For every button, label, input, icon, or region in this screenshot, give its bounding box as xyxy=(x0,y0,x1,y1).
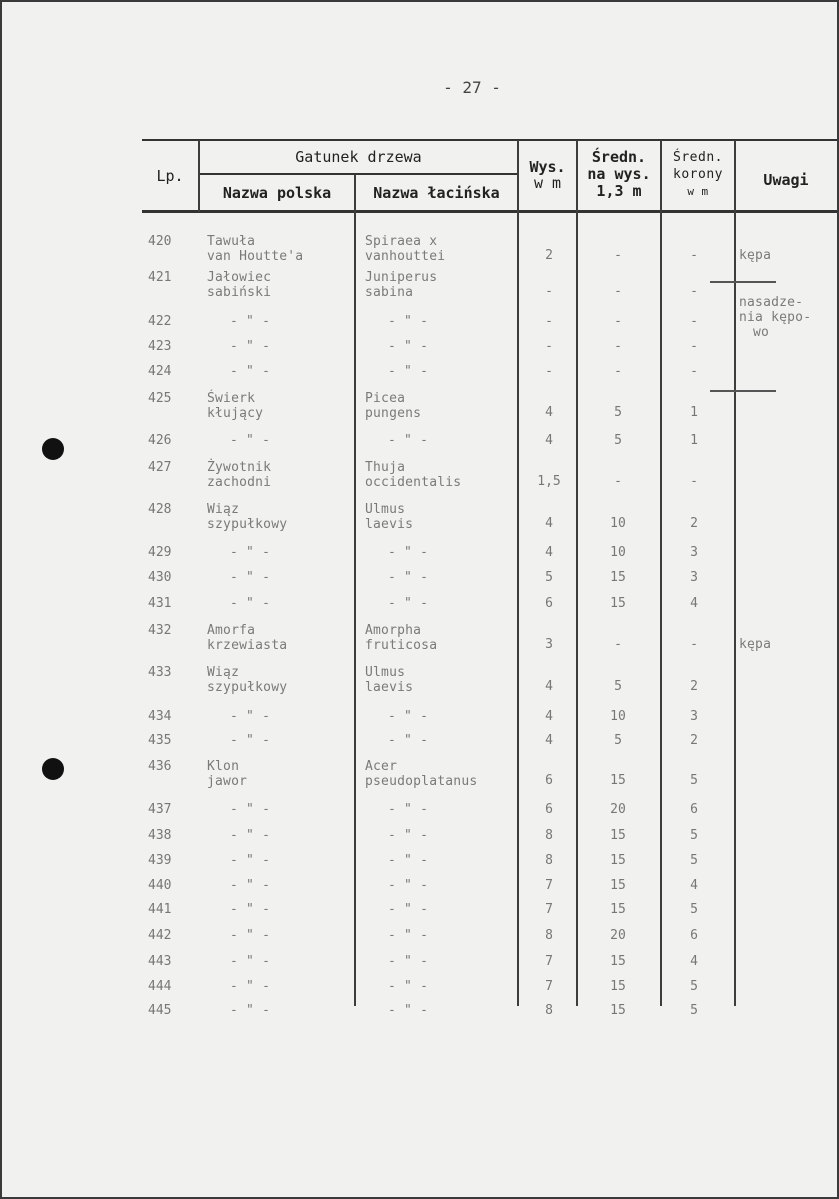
cell-nazwa-lacinska: Ulmus xyxy=(365,502,406,517)
header-nazwa-lacinska: Nazwa łacińska xyxy=(373,184,500,202)
cell-nazwa-lacinska: - " - xyxy=(388,314,429,329)
row-lp: 423 xyxy=(148,339,172,354)
column-divider xyxy=(734,140,736,1006)
cell-srednica: 20 xyxy=(610,802,626,817)
cell-srednica: 5 xyxy=(614,405,622,420)
punch-hole xyxy=(42,758,64,780)
cell-korona: 3 xyxy=(690,545,698,560)
cell-korona: - xyxy=(690,248,698,263)
table-sub-rule xyxy=(198,173,519,175)
cell-nazwa-lacinska: laevis xyxy=(365,680,414,695)
row-lp: 445 xyxy=(148,1003,172,1018)
column-divider xyxy=(576,140,578,1006)
cell-nazwa-polska: szypułkowy xyxy=(207,517,288,532)
row-lp: 438 xyxy=(148,828,172,843)
cell-nazwa-lacinska: pseudoplatanus xyxy=(365,774,478,789)
cell-korona: - xyxy=(690,637,698,652)
cell-srednica: 5 xyxy=(614,733,622,748)
cell-wysokosc: 6 xyxy=(545,773,553,788)
cell-nazwa-polska: - " - xyxy=(230,364,271,379)
cell-wysokosc: 8 xyxy=(545,928,553,943)
cell-nazwa-polska: - " - xyxy=(230,570,271,585)
cell-uwagi: kępa xyxy=(739,637,772,652)
row-lp: 441 xyxy=(148,902,172,917)
column-divider xyxy=(660,140,662,1006)
cell-wysokosc: 4 xyxy=(545,545,553,560)
cell-srednica: - xyxy=(614,314,622,329)
row-lp: 422 xyxy=(148,314,172,329)
cell-nazwa-lacinska: - " - xyxy=(388,954,429,969)
header-korony-unit: w m xyxy=(687,185,709,198)
cell-wysokosc: 7 xyxy=(545,954,553,969)
cell-wysokosc: 4 xyxy=(545,405,553,420)
row-lp: 442 xyxy=(148,928,172,943)
cell-srednica: 15 xyxy=(610,878,626,893)
row-lp: 443 xyxy=(148,954,172,969)
cell-korona: 4 xyxy=(690,878,698,893)
cell-srednica: - xyxy=(614,339,622,354)
cell-wysokosc: 6 xyxy=(545,802,553,817)
cell-nazwa-polska: Wiąz xyxy=(207,665,240,680)
row-lp: 435 xyxy=(148,733,172,748)
cell-nazwa-lacinska: Thuja xyxy=(365,460,406,475)
cell-korona: 6 xyxy=(690,928,698,943)
row-lp: 436 xyxy=(148,759,172,774)
row-lp: 444 xyxy=(148,979,172,994)
cell-nazwa-lacinska: - " - xyxy=(388,902,429,917)
document-page xyxy=(2,2,837,1197)
column-divider xyxy=(517,140,519,1006)
cell-nazwa-lacinska: - " - xyxy=(388,364,429,379)
cell-nazwa-lacinska: - " - xyxy=(388,1003,429,1018)
cell-korona: - xyxy=(690,364,698,379)
cell-wysokosc: - xyxy=(545,284,553,299)
cell-wysokosc: 4 xyxy=(545,709,553,724)
cell-nazwa-polska: - " - xyxy=(230,853,271,868)
cell-korona: 4 xyxy=(690,954,698,969)
cell-korona: 2 xyxy=(690,679,698,694)
cell-wysokosc: 3 xyxy=(545,637,553,652)
header-nazwa-polska: Nazwa polska xyxy=(222,184,332,202)
group-note-line: wo xyxy=(753,325,770,340)
cell-nazwa-polska: Tawuła xyxy=(207,234,256,249)
cell-srednica: 5 xyxy=(614,679,622,694)
cell-wysokosc: 7 xyxy=(545,979,553,994)
cell-wysokosc: 7 xyxy=(545,902,553,917)
header-lp: Lp. xyxy=(156,167,184,185)
cell-nazwa-polska: krzewiasta xyxy=(207,638,288,653)
cell-srednica: - xyxy=(614,637,622,652)
cell-srednica: 20 xyxy=(610,928,626,943)
cell-wysokosc: 4 xyxy=(545,433,553,448)
cell-nazwa-polska: - " - xyxy=(230,928,271,943)
table-header-bottom-rule xyxy=(142,210,837,213)
cell-nazwa-polska: jawor xyxy=(207,774,248,789)
cell-nazwa-lacinska: vanhouttei xyxy=(365,249,446,264)
cell-nazwa-polska: Świerk xyxy=(207,391,256,406)
cell-srednica: 15 xyxy=(610,570,626,585)
row-lp: 427 xyxy=(148,460,172,475)
cell-korona: 3 xyxy=(690,709,698,724)
cell-nazwa-polska: - " - xyxy=(230,1003,271,1018)
cell-srednica: 15 xyxy=(610,773,626,788)
cell-srednica: 15 xyxy=(610,853,626,868)
cell-nazwa-polska: - " - xyxy=(230,878,271,893)
cell-nazwa-polska: - " - xyxy=(230,709,271,724)
cell-srednica: 15 xyxy=(610,596,626,611)
cell-nazwa-polska: Klon xyxy=(207,759,240,774)
cell-korona: - xyxy=(690,339,698,354)
row-lp: 437 xyxy=(148,802,172,817)
cell-nazwa-polska: - " - xyxy=(230,802,271,817)
cell-nazwa-lacinska: laevis xyxy=(365,517,414,532)
cell-korona: 5 xyxy=(690,902,698,917)
cell-nazwa-lacinska: - " - xyxy=(388,545,429,560)
cell-srednica: - xyxy=(614,474,622,489)
cell-nazwa-lacinska: pungens xyxy=(365,406,422,421)
row-lp: 432 xyxy=(148,623,172,638)
cell-nazwa-lacinska: - " - xyxy=(388,733,429,748)
cell-nazwa-lacinska: fruticosa xyxy=(365,638,438,653)
cell-nazwa-polska: - " - xyxy=(230,314,271,329)
row-lp: 421 xyxy=(148,270,172,285)
row-lp: 420 xyxy=(148,234,172,249)
cell-nazwa-polska: Wiąz xyxy=(207,502,240,517)
row-lp: 424 xyxy=(148,364,172,379)
cell-nazwa-polska: - " - xyxy=(230,979,271,994)
cell-korona: 1 xyxy=(690,433,698,448)
row-lp: 426 xyxy=(148,433,172,448)
header-wys-unit: w m xyxy=(533,174,562,192)
row-lp: 439 xyxy=(148,853,172,868)
header-srednica-wys: na wys. xyxy=(587,165,651,183)
cell-nazwa-lacinska: - " - xyxy=(388,709,429,724)
cell-srednica: 5 xyxy=(614,433,622,448)
cell-wysokosc: 5 xyxy=(545,570,553,585)
cell-nazwa-lacinska: Juniperus xyxy=(365,270,438,285)
cell-nazwa-lacinska: - " - xyxy=(388,339,429,354)
cell-nazwa-lacinska: - " - xyxy=(388,596,429,611)
cell-srednica: 10 xyxy=(610,545,626,560)
cell-nazwa-polska: - " - xyxy=(230,902,271,917)
cell-wysokosc: 4 xyxy=(545,516,553,531)
cell-nazwa-lacinska: occidentalis xyxy=(365,475,462,490)
row-lp: 431 xyxy=(148,596,172,611)
cell-srednica: 15 xyxy=(610,979,626,994)
cell-srednica: - xyxy=(614,284,622,299)
cell-wysokosc: 8 xyxy=(545,1003,553,1018)
cell-wysokosc: - xyxy=(545,364,553,379)
cell-nazwa-polska: Jałowiec xyxy=(207,270,272,285)
punch-hole xyxy=(42,438,64,460)
cell-nazwa-polska: van Houtte'a xyxy=(207,249,304,264)
column-divider xyxy=(354,174,356,1006)
table-top-rule xyxy=(142,139,837,141)
cell-wysokosc: 1,5 xyxy=(537,474,561,489)
cell-nazwa-polska: - " - xyxy=(230,545,271,560)
cell-nazwa-polska: zachodni xyxy=(207,475,272,490)
cell-korona: 5 xyxy=(690,1003,698,1018)
cell-korona: 5 xyxy=(690,853,698,868)
header-korony-2: korony xyxy=(673,167,723,182)
cell-korona: - xyxy=(690,314,698,329)
cell-wysokosc: 7 xyxy=(545,878,553,893)
row-lp: 433 xyxy=(148,665,172,680)
cell-nazwa-polska: - " - xyxy=(230,433,271,448)
cell-korona: 5 xyxy=(690,828,698,843)
cell-nazwa-lacinska: - " - xyxy=(388,828,429,843)
cell-nazwa-lacinska: Acer xyxy=(365,759,398,774)
row-lp: 428 xyxy=(148,502,172,517)
cell-srednica: 10 xyxy=(610,516,626,531)
cell-korona: 5 xyxy=(690,773,698,788)
cell-nazwa-lacinska: - " - xyxy=(388,433,429,448)
cell-wysokosc: 8 xyxy=(545,853,553,868)
cell-korona: 3 xyxy=(690,570,698,585)
cell-nazwa-lacinska: - " - xyxy=(388,878,429,893)
row-lp: 434 xyxy=(148,709,172,724)
cell-korona: 6 xyxy=(690,802,698,817)
cell-nazwa-polska: szypułkowy xyxy=(207,680,288,695)
cell-nazwa-polska: - " - xyxy=(230,339,271,354)
cell-srednica: 15 xyxy=(610,954,626,969)
cell-nazwa-polska: - " - xyxy=(230,733,271,748)
cell-nazwa-lacinska: Ulmus xyxy=(365,665,406,680)
cell-srednica: 10 xyxy=(610,709,626,724)
cell-korona: - xyxy=(690,474,698,489)
cell-korona: 2 xyxy=(690,516,698,531)
cell-nazwa-lacinska: - " - xyxy=(388,979,429,994)
cell-srednica: 15 xyxy=(610,1003,626,1018)
cell-wysokosc: 8 xyxy=(545,828,553,843)
cell-wysokosc: 2 xyxy=(545,248,553,263)
header-srednica-unit: 1,3 m xyxy=(596,182,642,200)
page-number: - 27 - xyxy=(443,78,501,97)
cell-srednica: 15 xyxy=(610,902,626,917)
cell-nazwa-polska: Żywotnik xyxy=(207,460,272,475)
cell-wysokosc: 4 xyxy=(545,679,553,694)
header-korony: Średn. xyxy=(673,150,723,165)
header-gatunek: Gatunek drzewa xyxy=(295,148,422,166)
row-lp: 440 xyxy=(148,878,172,893)
row-lp: 429 xyxy=(148,545,172,560)
row-lp: 425 xyxy=(148,391,172,406)
cell-nazwa-lacinska: - " - xyxy=(388,928,429,943)
cell-nazwa-lacinska: Spiraea x xyxy=(365,234,438,249)
cell-wysokosc: 6 xyxy=(545,596,553,611)
cell-korona: 1 xyxy=(690,405,698,420)
group-note-line: nia kępo- xyxy=(739,310,812,325)
row-lp: 430 xyxy=(148,570,172,585)
cell-nazwa-lacinska: - " - xyxy=(388,802,429,817)
cell-wysokosc: - xyxy=(545,314,553,329)
cell-nazwa-polska: - " - xyxy=(230,954,271,969)
cell-korona: 4 xyxy=(690,596,698,611)
cell-wysokosc: 4 xyxy=(545,733,553,748)
cell-nazwa-lacinska: - " - xyxy=(388,570,429,585)
cell-nazwa-lacinska: - " - xyxy=(388,853,429,868)
cell-korona: - xyxy=(690,284,698,299)
cell-korona: 5 xyxy=(690,979,698,994)
group-bracket-bottom xyxy=(710,390,776,392)
cell-srednica: 15 xyxy=(610,828,626,843)
cell-nazwa-lacinska: Picea xyxy=(365,391,406,406)
cell-srednica: - xyxy=(614,248,622,263)
cell-nazwa-lacinska: sabina xyxy=(365,285,414,300)
cell-nazwa-polska: kłujący xyxy=(207,406,264,421)
cell-nazwa-polska: sabiński xyxy=(207,285,272,300)
cell-nazwa-polska: - " - xyxy=(230,596,271,611)
header-wys: Wys. xyxy=(529,158,566,176)
cell-uwagi: kępa xyxy=(739,248,772,263)
cell-wysokosc: - xyxy=(545,339,553,354)
cell-nazwa-polska: Amorfa xyxy=(207,623,256,638)
cell-korona: 2 xyxy=(690,733,698,748)
header-uwagi: Uwagi xyxy=(763,171,809,189)
cell-nazwa-polska: - " - xyxy=(230,828,271,843)
cell-srednica: - xyxy=(614,364,622,379)
group-bracket-top xyxy=(710,281,776,283)
header-srednica: Średn. xyxy=(591,148,647,166)
group-note-line: nasadze- xyxy=(739,295,804,310)
cell-nazwa-lacinska: Amorpha xyxy=(365,623,422,638)
